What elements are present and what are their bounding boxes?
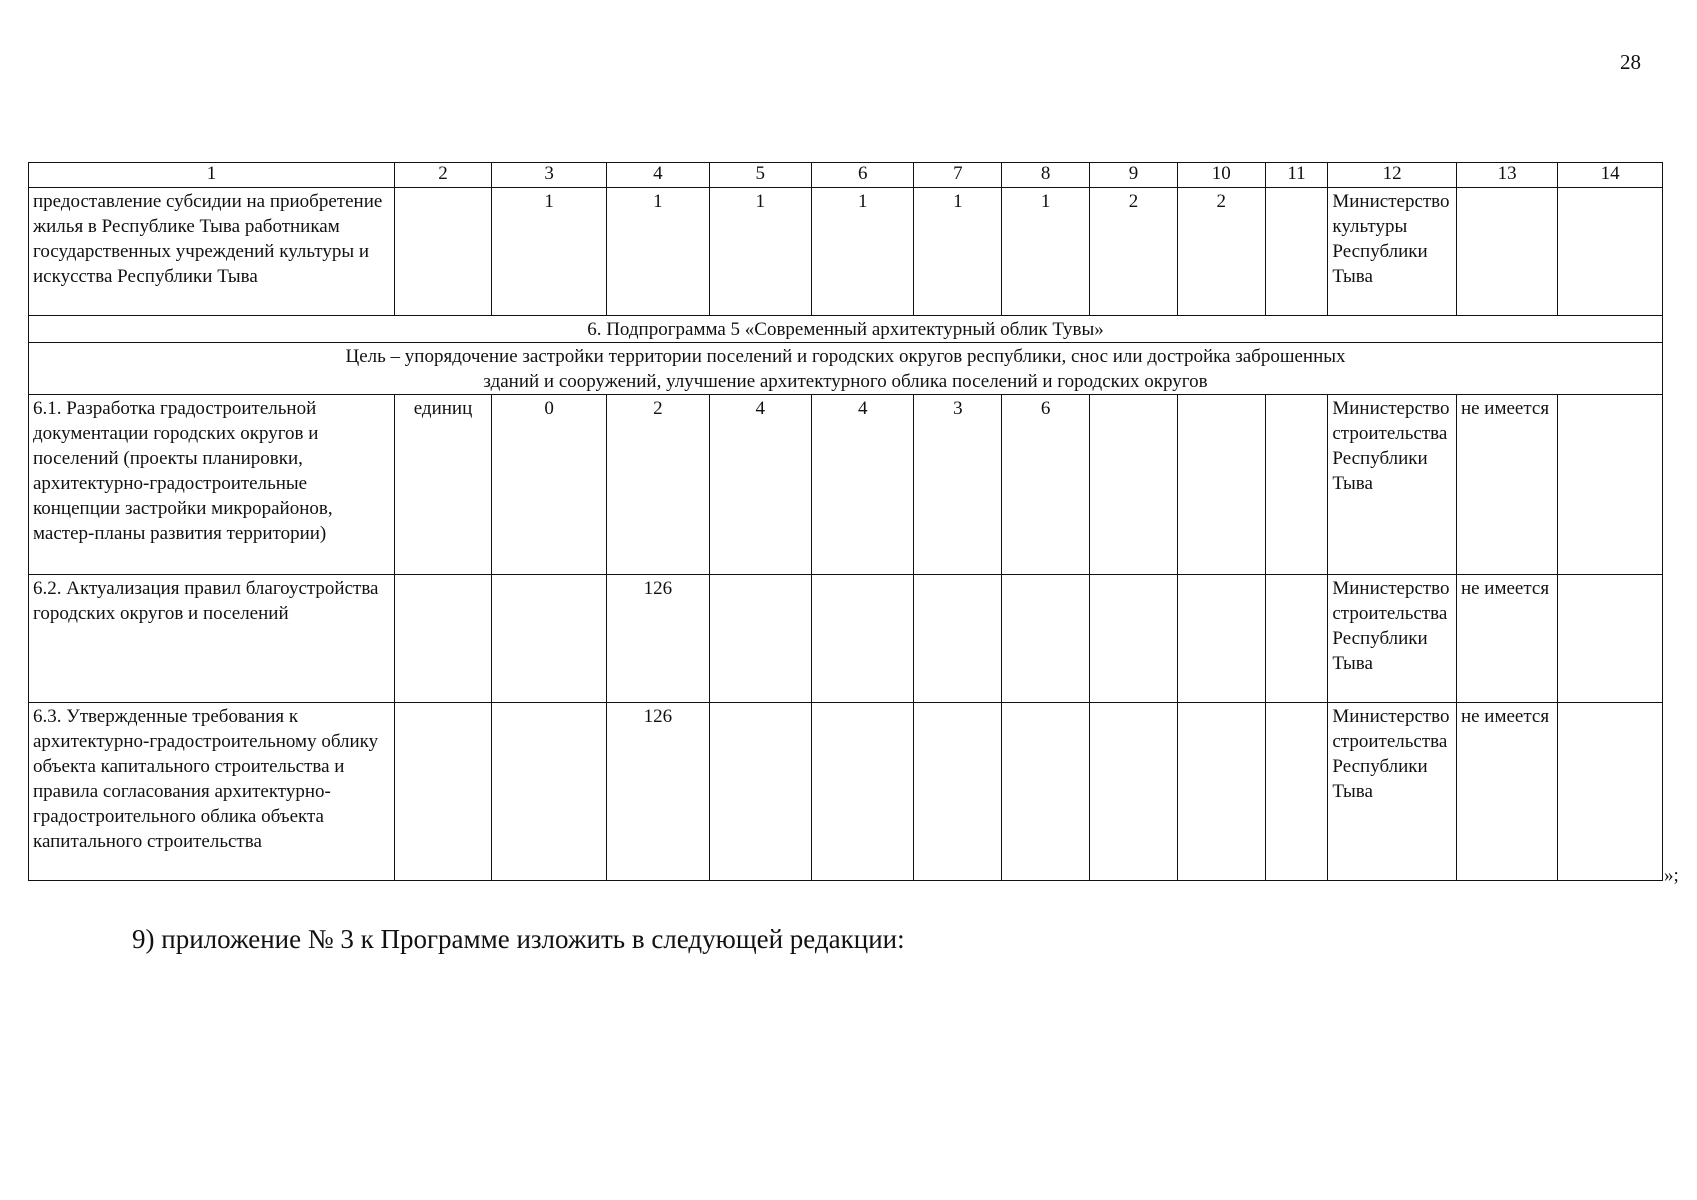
value-cell: [914, 703, 1002, 881]
value-cell: [1177, 575, 1265, 703]
table-header-row: [29, 163, 1663, 188]
column-header: 6: [811, 163, 913, 188]
column-header: 11: [1265, 163, 1328, 188]
value-cell: 2: [1090, 188, 1178, 316]
indicator-name: 6.1. Разработка градостроительной документации городских округов и поселений (проекты планировки, архитектурно-градостроительные концепции застройки микрорайонов, мастер-планы развития территории): [29, 395, 395, 575]
column-header: 3: [492, 163, 607, 188]
column-header: 14: [1558, 163, 1663, 188]
column-header: 7: [914, 163, 1002, 188]
value-cell: [492, 703, 607, 881]
column-header: 2: [394, 163, 491, 188]
value-cell: 1: [607, 188, 709, 316]
notes-cell: [1558, 575, 1663, 703]
indicator-name: 6.2. Актуализация правил благоустройства городских округов и поселений: [29, 575, 395, 703]
responsible-executor: Министерство строительства Республики Тыва: [1328, 395, 1457, 575]
column-header: 4: [607, 163, 709, 188]
value-cell: 4: [709, 395, 811, 575]
responsible-executor: Министерство строительства Республики Тыва: [1328, 575, 1457, 703]
unit-cell: [394, 575, 491, 703]
subprogram-goal: Цель – упорядочение застройки территории поселений и городских округов республики, снос или достройка заброшенных зданий и сооружений, улучшение архитектурного облика поселений и городских округов: [29, 343, 1663, 395]
value-cell: 126: [607, 575, 709, 703]
goal-row: [29, 343, 1663, 395]
column-header: 8: [1002, 163, 1090, 188]
notes-cell: [1558, 703, 1663, 881]
notes-cell: [1558, 395, 1663, 575]
value-cell: [1265, 395, 1328, 575]
value-cell: [1090, 703, 1178, 881]
value-cell: 0: [492, 395, 607, 575]
closing-quote-mark: »;: [1664, 865, 1679, 886]
value-cell: [1177, 395, 1265, 575]
value-cell: 2: [607, 395, 709, 575]
value-cell: [1090, 575, 1178, 703]
value-cell: [492, 575, 607, 703]
responsible-executor: Министерство культуры Республики Тыва: [1328, 188, 1457, 316]
value-cell: [1177, 703, 1265, 881]
value-cell: [1002, 575, 1090, 703]
responsible-executor: Министерство строительства Республики Тыва: [1328, 703, 1457, 881]
value-cell: [1265, 188, 1328, 316]
value-cell: [1090, 395, 1178, 575]
subprogram-title: 6. Подпрограмма 5 «Современный архитектурный облик Тувы»: [29, 316, 1663, 343]
value-cell: 1: [709, 188, 811, 316]
value-cell: 4: [811, 395, 913, 575]
column-header: 9: [1090, 163, 1178, 188]
column-header: 1: [29, 163, 395, 188]
value-cell: [1265, 575, 1328, 703]
item-9-paragraph: 9) приложение № 3 к Программе изложить в следующей редакции:: [132, 924, 905, 954]
value-cell: [811, 575, 913, 703]
column-header: 10: [1177, 163, 1265, 188]
indicator-name: предоставление субсидии на приобретение жилья в Республике Тыва работникам государственных учреждений культуры и искусства Республики Тыва: [29, 188, 395, 316]
value-cell: [1002, 703, 1090, 881]
section-title-row: [29, 316, 1663, 343]
unit-cell: единиц: [394, 395, 491, 575]
page-number: 28: [1620, 50, 1641, 74]
notes-cell: [1558, 188, 1663, 316]
value-cell: 6: [1002, 395, 1090, 575]
notes-cell: [1456, 188, 1557, 316]
program-indicators-table: [28, 162, 1663, 881]
column-header: 13: [1456, 163, 1557, 188]
value-cell: [1265, 703, 1328, 881]
value-cell: 1: [492, 188, 607, 316]
unit-cell: [394, 703, 491, 881]
value-cell: [709, 703, 811, 881]
notes-cell: не имеется: [1456, 703, 1557, 881]
value-cell: [709, 575, 811, 703]
table-row-housing-subsidy: [29, 188, 1663, 316]
value-cell: 3: [914, 395, 1002, 575]
value-cell: 2: [1177, 188, 1265, 316]
notes-cell: не имеется: [1456, 395, 1557, 575]
table-row-6-2: [29, 575, 1663, 703]
table-row-6-3: [29, 703, 1663, 881]
value-cell: [811, 703, 913, 881]
value-cell: 1: [914, 188, 1002, 316]
indicator-name: 6.3. Утвержденные требования к архитектурно-градостроительному облику объекта капитального строительства и правила согласования архитектурно-градостроительного облика объекта капитального строительства: [29, 703, 395, 881]
unit-cell: [394, 188, 491, 316]
notes-cell: не имеется: [1456, 575, 1557, 703]
column-header: 5: [709, 163, 811, 188]
table-row-6-1: [29, 395, 1663, 575]
value-cell: 126: [607, 703, 709, 881]
column-header: 12: [1328, 163, 1457, 188]
value-cell: [914, 575, 1002, 703]
value-cell: 1: [1002, 188, 1090, 316]
value-cell: 1: [811, 188, 913, 316]
